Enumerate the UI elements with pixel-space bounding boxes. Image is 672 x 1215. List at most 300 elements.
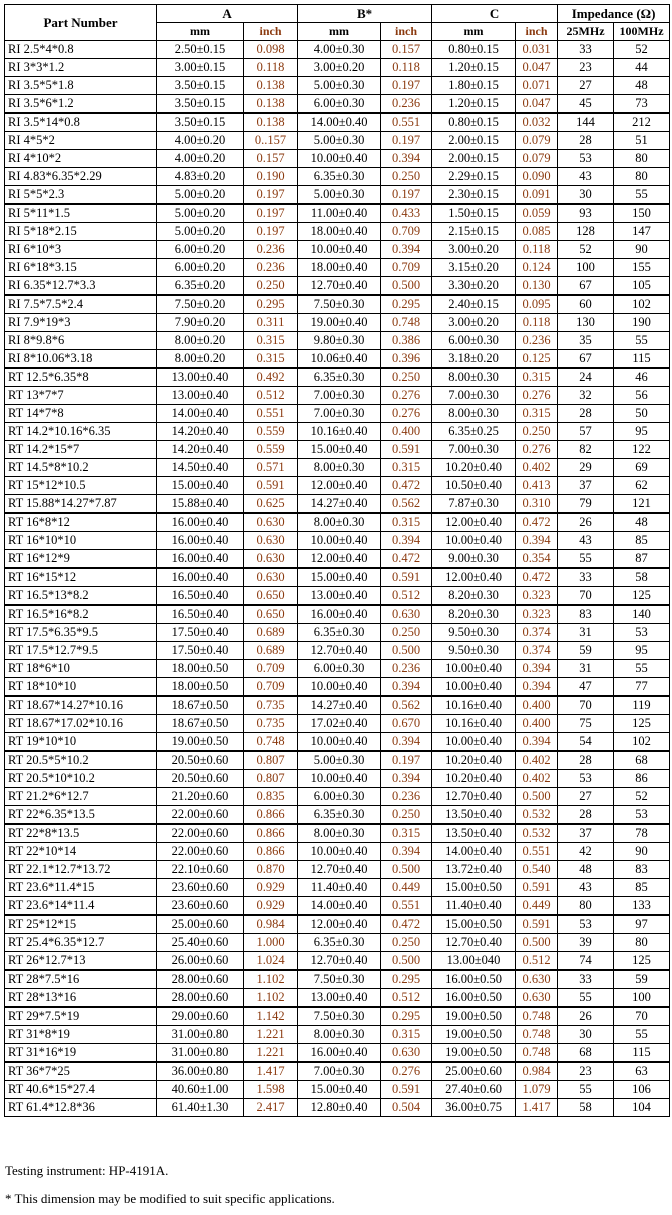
b-inch-cell: 0.394 xyxy=(381,150,432,168)
c-inch-cell: 0.400 xyxy=(516,715,558,733)
c-inch-cell: 0.394 xyxy=(516,660,558,678)
table-row xyxy=(5,350,670,369)
b-mm-cell: 19.00±0.40 xyxy=(298,314,381,332)
part-number-cell: RT 26*12.7*13 xyxy=(5,952,157,971)
table-row xyxy=(5,423,670,441)
part-number-cell: RT 18.67*14.27*10.16 xyxy=(5,696,157,715)
part-number-cell: RT 16*12*9 xyxy=(5,550,157,569)
b-mm-cell: 12.00±0.40 xyxy=(298,915,381,934)
a-inch-cell: 0.984 xyxy=(244,915,298,934)
a-mm-cell: 16.50±0.40 xyxy=(157,587,244,606)
part-number-cell: RI 3*3*1.2 xyxy=(5,59,157,77)
part-number-cell: RI 3.5*6*1.2 xyxy=(5,95,157,114)
impedance-25mhz-cell: 30 xyxy=(558,186,614,205)
a-inch-cell: 0.138 xyxy=(244,77,298,95)
part-number-cell: RT 15*12*10.5 xyxy=(5,477,157,495)
a-mm-cell: 14.50±0.40 xyxy=(157,459,244,477)
table-row xyxy=(5,715,670,733)
part-number-cell: RI 6*18*3.15 xyxy=(5,259,157,277)
a-inch-cell: 0.835 xyxy=(244,788,298,806)
c-mm-cell: 7.00±0.30 xyxy=(432,441,516,459)
table-row xyxy=(5,1026,670,1044)
table-row xyxy=(5,95,670,114)
part-number-cell: RI 6*10*3 xyxy=(5,241,157,259)
table-row xyxy=(5,861,670,879)
table-row xyxy=(5,952,670,971)
b-inch-cell: 0.562 xyxy=(381,696,432,715)
part-number-cell: RT 16*10*10 xyxy=(5,532,157,550)
impedance-25mhz-cell: 130 xyxy=(558,314,614,332)
b-mm-cell: 15.00±0.40 xyxy=(298,568,381,587)
a-inch-cell: 0.866 xyxy=(244,806,298,825)
c-mm-cell: 7.00±0.30 xyxy=(432,387,516,405)
impedance-25mhz-cell: 75 xyxy=(558,715,614,733)
b-mm-cell: 6.35±0.30 xyxy=(298,934,381,952)
a-mm-cell: 17.50±0.40 xyxy=(157,642,244,660)
a-inch-cell: 0.807 xyxy=(244,770,298,788)
b-mm-cell: 4.00±0.30 xyxy=(298,41,381,59)
a-mm-cell: 13.00±0.40 xyxy=(157,387,244,405)
c-mm-cell: 3.15±0.20 xyxy=(432,259,516,277)
part-number-cell: RT 14*7*8 xyxy=(5,405,157,423)
impedance-25mhz-cell: 30 xyxy=(558,1026,614,1044)
table-row xyxy=(5,387,670,405)
c-inch-cell: 0.748 xyxy=(516,1026,558,1044)
impedance-100mhz-cell: 53 xyxy=(614,806,670,825)
c-inch-cell: 0.500 xyxy=(516,934,558,952)
c-inch-cell: 0.095 xyxy=(516,295,558,314)
a-inch-cell: 0.929 xyxy=(244,879,298,897)
b-mm-cell: 10.00±0.40 xyxy=(298,532,381,550)
table-row xyxy=(5,642,670,660)
c-mm-cell: 13.00±040 xyxy=(432,952,516,971)
b-mm-cell: 6.35±0.30 xyxy=(298,168,381,186)
spec-sheet xyxy=(4,4,669,1117)
c-mm-cell: 2.00±0.15 xyxy=(432,132,516,150)
b-mm-cell: 12.70±0.40 xyxy=(298,952,381,971)
c-mm-cell: 1.20±0.15 xyxy=(432,95,516,114)
c-inch-cell: 0.402 xyxy=(516,459,558,477)
a-mm-cell: 3.50±0.15 xyxy=(157,113,244,132)
impedance-100mhz-cell: 59 xyxy=(614,970,670,989)
table-row xyxy=(5,660,670,678)
b-inch-cell: 0.472 xyxy=(381,550,432,569)
impedance-25mhz-cell: 33 xyxy=(558,568,614,587)
impedance-25mhz-cell: 35 xyxy=(558,332,614,350)
c-mm-cell: 9.50±0.30 xyxy=(432,642,516,660)
impedance-25mhz-cell: 28 xyxy=(558,806,614,825)
c-inch-cell: 0.323 xyxy=(516,587,558,606)
a-inch-cell: 0.157 xyxy=(244,150,298,168)
table-row xyxy=(5,824,670,843)
impedance-25mhz-cell: 33 xyxy=(558,970,614,989)
c-mm-cell: 2.00±0.15 xyxy=(432,150,516,168)
a-inch-cell: 0.098 xyxy=(244,41,298,59)
c-mm-cell: 13.50±0.40 xyxy=(432,824,516,843)
part-number-cell: RT 17.5*12.7*9.5 xyxy=(5,642,157,660)
c-mm-cell: 11.40±0.40 xyxy=(432,897,516,916)
a-mm-cell: 16.00±0.40 xyxy=(157,550,244,569)
c-mm-cell: 8.20±0.30 xyxy=(432,587,516,606)
b-mm-cell: 6.35±0.30 xyxy=(298,624,381,642)
impedance-25mhz-cell: 70 xyxy=(558,587,614,606)
impedance-100mhz-cell: 125 xyxy=(614,587,670,606)
c-inch-cell: 0.540 xyxy=(516,861,558,879)
c-inch-cell: 0.394 xyxy=(516,532,558,550)
impedance-25mhz-cell: 32 xyxy=(558,387,614,405)
b-inch-cell: 0.386 xyxy=(381,332,432,350)
part-number-cell: RT 31*8*19 xyxy=(5,1026,157,1044)
a-inch-cell: 1.024 xyxy=(244,952,298,971)
b-inch-cell: 0.472 xyxy=(381,477,432,495)
c-mm-cell: 12.70±0.40 xyxy=(432,934,516,952)
b-mm-cell: 12.70±0.40 xyxy=(298,642,381,660)
b-mm-cell: 10.00±0.40 xyxy=(298,843,381,861)
b-mm-cell: 5.00±0.30 xyxy=(298,186,381,205)
part-number-cell: RT 20.5*10*10.2 xyxy=(5,770,157,788)
impedance-25mhz-cell: 31 xyxy=(558,660,614,678)
b-inch-cell: 0.236 xyxy=(381,95,432,114)
table-row xyxy=(5,513,670,532)
b-mm-cell: 7.50±0.30 xyxy=(298,1007,381,1026)
a-inch-cell: 0.315 xyxy=(244,332,298,350)
impedance-100mhz-cell: 190 xyxy=(614,314,670,332)
table-row xyxy=(5,1099,670,1117)
a-inch-cell: 1.598 xyxy=(244,1081,298,1099)
a-inch-cell: 0.689 xyxy=(244,624,298,642)
impedance-100mhz-cell: 133 xyxy=(614,897,670,916)
part-number-cell: RI 3.5*5*1.8 xyxy=(5,77,157,95)
a-inch-cell: 0.630 xyxy=(244,532,298,550)
impedance-25mhz-cell: 29 xyxy=(558,459,614,477)
impedance-25mhz-cell: 43 xyxy=(558,168,614,186)
impedance-100mhz-cell: 56 xyxy=(614,387,670,405)
b-inch-cell: 0.394 xyxy=(381,770,432,788)
a-mm-cell: 26.00±0.60 xyxy=(157,952,244,971)
table-row xyxy=(5,314,670,332)
c-mm-cell: 10.00±0.40 xyxy=(432,733,516,752)
a-inch-cell: 0.118 xyxy=(244,59,298,77)
c-mm-cell: 10.00±0.40 xyxy=(432,532,516,550)
impedance-25mhz-cell: 23 xyxy=(558,1062,614,1081)
c-mm-cell: 0.80±0.15 xyxy=(432,41,516,59)
c-mm-cell: 6.35±0.25 xyxy=(432,423,516,441)
impedance-100mhz-cell: 97 xyxy=(614,915,670,934)
b-mm-cell: 8.00±0.30 xyxy=(298,459,381,477)
b-inch-cell: 0.591 xyxy=(381,568,432,587)
part-number-cell: RI 5*5*2.3 xyxy=(5,186,157,205)
b-inch-cell: 0.551 xyxy=(381,897,432,916)
impedance-100mhz-cell: 58 xyxy=(614,568,670,587)
b-inch-cell: 0.500 xyxy=(381,642,432,660)
part-number-cell: RT 61.4*12.8*36 xyxy=(5,1099,157,1117)
table-row xyxy=(5,495,670,514)
a-mm-cell: 16.00±0.40 xyxy=(157,568,244,587)
a-mm-cell: 22.00±0.60 xyxy=(157,824,244,843)
c-inch-cell: 0.532 xyxy=(516,824,558,843)
b-mm-cell: 11.00±0.40 xyxy=(298,204,381,223)
b-mm-cell: 6.35±0.30 xyxy=(298,368,381,387)
a-inch-cell: 0.236 xyxy=(244,259,298,277)
b-inch-cell: 0.315 xyxy=(381,824,432,843)
table-row xyxy=(5,368,670,387)
a-mm-cell: 2.50±0.15 xyxy=(157,41,244,59)
b-inch-cell: 0.472 xyxy=(381,915,432,934)
a-mm-cell: 5.00±0.20 xyxy=(157,186,244,205)
impedance-100mhz-cell: 80 xyxy=(614,168,670,186)
c-mm-cell: 13.50±0.40 xyxy=(432,806,516,825)
c-inch-cell: 0.276 xyxy=(516,387,558,405)
a-mm-cell: 15.88±0.40 xyxy=(157,495,244,514)
a-mm-cell: 23.60±0.60 xyxy=(157,879,244,897)
impedance-25mhz-cell: 82 xyxy=(558,441,614,459)
part-number-cell: RT 23.6*14*11.4 xyxy=(5,897,157,916)
a-mm-cell: 20.50±0.60 xyxy=(157,751,244,770)
ferrite-core-table xyxy=(4,4,670,1117)
impedance-100mhz-cell: 115 xyxy=(614,350,670,369)
impedance-100mhz-cell: 50 xyxy=(614,405,670,423)
part-number-cell: RT 22*6.35*13.5 xyxy=(5,806,157,825)
impedance-100mhz-cell: 95 xyxy=(614,423,670,441)
impedance-25mhz-cell: 53 xyxy=(558,770,614,788)
impedance-100mhz-cell: 87 xyxy=(614,550,670,569)
impedance-25mhz-cell: 68 xyxy=(558,1044,614,1063)
c-inch-cell: 0.323 xyxy=(516,605,558,624)
b-mm-cell: 7.00±0.30 xyxy=(298,1062,381,1081)
table-row xyxy=(5,1044,670,1063)
b-inch-cell: 0.236 xyxy=(381,660,432,678)
c-inch-cell: 0.402 xyxy=(516,751,558,770)
a-inch-cell: 0.236 xyxy=(244,241,298,259)
c-mm-cell: 1.20±0.15 xyxy=(432,59,516,77)
a-inch-cell: 0.807 xyxy=(244,751,298,770)
header-freq-25: 25MHz xyxy=(558,23,614,41)
a-mm-cell: 29.00±0.60 xyxy=(157,1007,244,1026)
part-number-cell: RT 18.67*17.02*10.16 xyxy=(5,715,157,733)
c-inch-cell: 0.374 xyxy=(516,642,558,660)
part-number-cell: RI 4*10*2 xyxy=(5,150,157,168)
b-inch-cell: 0.197 xyxy=(381,132,432,150)
part-number-cell: RT 12.5*6.35*8 xyxy=(5,368,157,387)
header-c-mm: mm xyxy=(432,23,516,41)
table-row xyxy=(5,678,670,697)
a-inch-cell: 0.929 xyxy=(244,897,298,916)
table-row xyxy=(5,168,670,186)
b-mm-cell: 10.06±0.40 xyxy=(298,350,381,369)
part-number-cell: RI 4.83*6.35*2.29 xyxy=(5,168,157,186)
part-number-cell: RT 16.5*13*8.2 xyxy=(5,587,157,606)
part-number-cell: RT 15.88*14.27*7.87 xyxy=(5,495,157,514)
impedance-25mhz-cell: 74 xyxy=(558,952,614,971)
a-inch-cell: 0.138 xyxy=(244,95,298,114)
part-number-cell: RT 14.2*10.16*6.35 xyxy=(5,423,157,441)
b-inch-cell: 0.394 xyxy=(381,843,432,861)
header-a-mm: mm xyxy=(157,23,244,41)
header-a-inch: inch xyxy=(244,23,298,41)
c-inch-cell: 0.591 xyxy=(516,915,558,934)
impedance-25mhz-cell: 55 xyxy=(558,989,614,1008)
table-row xyxy=(5,879,670,897)
impedance-100mhz-cell: 80 xyxy=(614,934,670,952)
a-mm-cell: 8.00±0.20 xyxy=(157,332,244,350)
a-mm-cell: 14.20±0.40 xyxy=(157,441,244,459)
b-mm-cell: 10.00±0.40 xyxy=(298,241,381,259)
impedance-25mhz-cell: 54 xyxy=(558,733,614,752)
part-number-cell: RT 40.6*15*27.4 xyxy=(5,1081,157,1099)
a-mm-cell: 36.00±0.80 xyxy=(157,1062,244,1081)
b-inch-cell: 0.315 xyxy=(381,513,432,532)
c-mm-cell: 10.00±0.40 xyxy=(432,678,516,697)
table-row xyxy=(5,332,670,350)
c-inch-cell: 0.079 xyxy=(516,132,558,150)
impedance-100mhz-cell: 125 xyxy=(614,715,670,733)
a-inch-cell: 0.197 xyxy=(244,204,298,223)
c-mm-cell: 27.40±0.60 xyxy=(432,1081,516,1099)
c-inch-cell: 0.118 xyxy=(516,314,558,332)
b-inch-cell: 0.670 xyxy=(381,715,432,733)
c-inch-cell: 0.315 xyxy=(516,368,558,387)
a-inch-cell: 0.197 xyxy=(244,186,298,205)
a-inch-cell: 0.138 xyxy=(244,113,298,132)
impedance-100mhz-cell: 106 xyxy=(614,1081,670,1099)
c-inch-cell: 0.532 xyxy=(516,806,558,825)
impedance-100mhz-cell: 73 xyxy=(614,95,670,114)
b-mm-cell: 12.00±0.40 xyxy=(298,550,381,569)
a-mm-cell: 19.00±0.50 xyxy=(157,733,244,752)
b-inch-cell: 0.630 xyxy=(381,1044,432,1063)
table-row xyxy=(5,186,670,205)
table-row xyxy=(5,1062,670,1081)
c-mm-cell: 12.00±0.40 xyxy=(432,513,516,532)
c-mm-cell: 15.00±0.50 xyxy=(432,915,516,934)
b-inch-cell: 0.295 xyxy=(381,295,432,314)
a-mm-cell: 6.35±0.20 xyxy=(157,277,244,296)
part-number-cell: RT 20.5*5*10.2 xyxy=(5,751,157,770)
b-inch-cell: 0.157 xyxy=(381,41,432,59)
b-inch-cell: 0.396 xyxy=(381,350,432,369)
c-mm-cell: 16.00±0.50 xyxy=(432,989,516,1008)
table-row xyxy=(5,733,670,752)
c-mm-cell: 19.00±0.50 xyxy=(432,1007,516,1026)
impedance-25mhz-cell: 128 xyxy=(558,223,614,241)
impedance-100mhz-cell: 85 xyxy=(614,532,670,550)
impedance-25mhz-cell: 23 xyxy=(558,59,614,77)
impedance-25mhz-cell: 53 xyxy=(558,150,614,168)
impedance-100mhz-cell: 80 xyxy=(614,150,670,168)
impedance-25mhz-cell: 48 xyxy=(558,861,614,879)
impedance-100mhz-cell: 95 xyxy=(614,642,670,660)
c-inch-cell: 0.310 xyxy=(516,495,558,514)
impedance-25mhz-cell: 31 xyxy=(558,624,614,642)
c-inch-cell: 0.449 xyxy=(516,897,558,916)
table-row xyxy=(5,59,670,77)
impedance-25mhz-cell: 43 xyxy=(558,879,614,897)
a-mm-cell: 16.50±0.40 xyxy=(157,605,244,624)
a-mm-cell: 3.50±0.15 xyxy=(157,77,244,95)
c-inch-cell: 0.984 xyxy=(516,1062,558,1081)
impedance-25mhz-cell: 60 xyxy=(558,295,614,314)
b-mm-cell: 7.50±0.30 xyxy=(298,970,381,989)
a-mm-cell: 23.60±0.60 xyxy=(157,897,244,916)
c-inch-cell: 0.059 xyxy=(516,204,558,223)
b-mm-cell: 5.00±0.30 xyxy=(298,751,381,770)
b-inch-cell: 0.709 xyxy=(381,223,432,241)
b-inch-cell: 0.500 xyxy=(381,952,432,971)
impedance-100mhz-cell: 78 xyxy=(614,824,670,843)
c-inch-cell: 0.090 xyxy=(516,168,558,186)
table-row xyxy=(5,441,670,459)
impedance-100mhz-cell: 86 xyxy=(614,770,670,788)
b-mm-cell: 12.80±0.40 xyxy=(298,1099,381,1117)
c-inch-cell: 0.402 xyxy=(516,770,558,788)
part-number-cell: RT 16*8*12 xyxy=(5,513,157,532)
c-mm-cell: 10.20±0.40 xyxy=(432,770,516,788)
impedance-25mhz-cell: 52 xyxy=(558,241,614,259)
b-mm-cell: 12.70±0.40 xyxy=(298,861,381,879)
c-mm-cell: 19.00±0.50 xyxy=(432,1026,516,1044)
impedance-100mhz-cell: 121 xyxy=(614,495,670,514)
b-mm-cell: 13.00±0.40 xyxy=(298,989,381,1008)
b-mm-cell: 10.00±0.40 xyxy=(298,678,381,697)
a-mm-cell: 61.40±1.30 xyxy=(157,1099,244,1117)
b-inch-cell: 0.748 xyxy=(381,314,432,332)
impedance-100mhz-cell: 105 xyxy=(614,277,670,296)
impedance-25mhz-cell: 26 xyxy=(558,513,614,532)
b-mm-cell: 6.00±0.30 xyxy=(298,788,381,806)
a-inch-cell: 0.866 xyxy=(244,843,298,861)
c-inch-cell: 0.276 xyxy=(516,441,558,459)
impedance-100mhz-cell: 100 xyxy=(614,989,670,1008)
c-mm-cell: 10.00±0.40 xyxy=(432,660,516,678)
table-row xyxy=(5,277,670,296)
a-inch-cell: 1.102 xyxy=(244,989,298,1008)
c-inch-cell: 0.032 xyxy=(516,113,558,132)
c-mm-cell: 9.00±0.30 xyxy=(432,550,516,569)
c-inch-cell: 0.394 xyxy=(516,678,558,697)
a-inch-cell: 1.221 xyxy=(244,1026,298,1044)
c-inch-cell: 0.236 xyxy=(516,332,558,350)
b-mm-cell: 12.00±0.40 xyxy=(298,477,381,495)
impedance-25mhz-cell: 57 xyxy=(558,423,614,441)
part-number-cell: RT 31*16*19 xyxy=(5,1044,157,1063)
a-inch-cell: 0.512 xyxy=(244,387,298,405)
part-number-cell: RI 3.5*14*0.8 xyxy=(5,113,157,132)
c-mm-cell: 16.00±0.50 xyxy=(432,970,516,989)
a-mm-cell: 5.00±0.20 xyxy=(157,223,244,241)
a-inch-cell: 0..157 xyxy=(244,132,298,150)
header-impedance: Impedance (Ω) xyxy=(558,5,670,23)
impedance-100mhz-cell: 55 xyxy=(614,660,670,678)
a-inch-cell: 0.870 xyxy=(244,861,298,879)
table-row xyxy=(5,405,670,423)
b-mm-cell: 14.27±0.40 xyxy=(298,495,381,514)
c-mm-cell: 8.00±0.30 xyxy=(432,405,516,423)
b-inch-cell: 0.236 xyxy=(381,788,432,806)
b-mm-cell: 6.00±0.30 xyxy=(298,660,381,678)
impedance-100mhz-cell: 48 xyxy=(614,513,670,532)
b-mm-cell: 14.00±0.40 xyxy=(298,113,381,132)
a-inch-cell: 0.630 xyxy=(244,513,298,532)
table-row xyxy=(5,624,670,642)
part-number-cell: RI 8*9.8*6 xyxy=(5,332,157,350)
b-inch-cell: 0.197 xyxy=(381,77,432,95)
a-inch-cell: 0.197 xyxy=(244,223,298,241)
b-mm-cell: 13.00±0.40 xyxy=(298,587,381,606)
a-mm-cell: 21.20±0.60 xyxy=(157,788,244,806)
c-inch-cell: 0.085 xyxy=(516,223,558,241)
c-inch-cell: 0.374 xyxy=(516,624,558,642)
c-mm-cell: 10.20±0.40 xyxy=(432,459,516,477)
